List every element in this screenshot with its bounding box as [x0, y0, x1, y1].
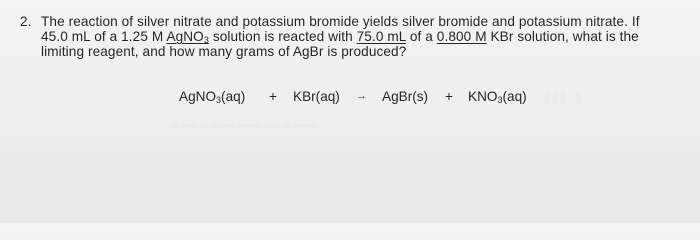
- plus-sign-2: +: [445, 89, 453, 104]
- bleed-through-1: ( ( ( . ): [545, 89, 581, 104]
- reactant-1-subscript: 3: [216, 95, 222, 105]
- bleed-through-2: ~ ~~ ~ ~~~ ~~~ ~~ ~ ~~~: [170, 118, 317, 133]
- product-2-state: (aq): [502, 89, 527, 104]
- problem-number: 2.: [20, 14, 32, 29]
- line2-text-b: solution is reacted with: [208, 29, 357, 44]
- product-agbr: AgBr(s): [382, 89, 429, 104]
- problem-line-1: The reaction of silver nitrate and potassium bromide yields silver bromide and potassium nitrate. If: [41, 14, 640, 29]
- agno3-underlined: [166, 29, 209, 44]
- reactant-agno3: [179, 89, 245, 104]
- product-2-subscript: 3: [497, 95, 503, 105]
- line2-text-a: 45.0 mL of a 1.25 M: [41, 29, 167, 44]
- line2-text-c: of a: [405, 29, 437, 44]
- problem-line-2: [41, 29, 639, 44]
- reactant-1-formula: AgNO: [179, 89, 217, 104]
- plus-sign-1: +: [269, 89, 277, 104]
- reactant-kbr: KBr(aq): [293, 89, 340, 104]
- reaction-arrow-icon: →: [356, 90, 367, 102]
- product-kno3: [468, 89, 527, 104]
- reactant-1-state: (aq): [221, 89, 246, 104]
- line2-text-d: KBr solution, what is the: [486, 29, 639, 44]
- problem-line-3: limiting reagent, and how many grams of AgBr is produced?: [41, 44, 407, 59]
- product-2-formula: KNO: [468, 89, 498, 104]
- concentration-2: 0.800 M: [436, 29, 487, 44]
- agno3-formula: AgNO: [166, 29, 204, 44]
- agno3-subscript: 3: [203, 35, 209, 45]
- volume-2: 75.0 mL: [356, 29, 406, 44]
